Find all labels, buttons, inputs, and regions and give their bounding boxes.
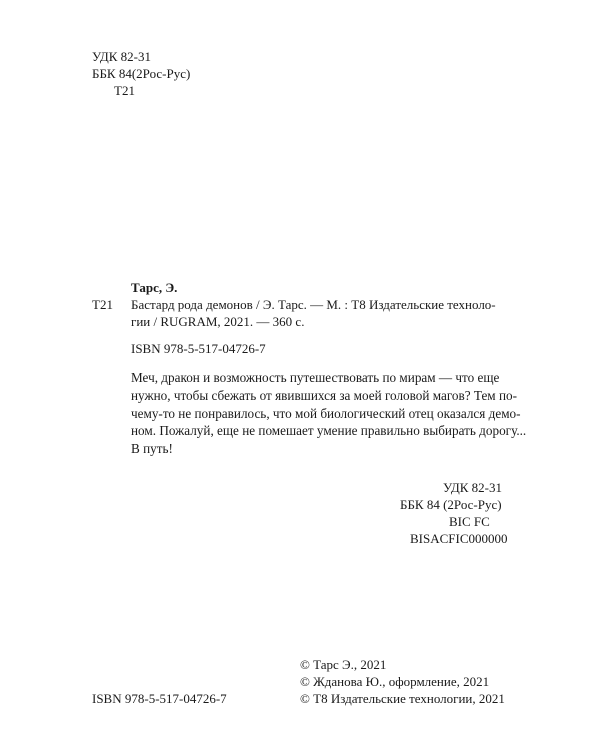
top-bbk: ББК 84(2Рос-Рус): [92, 66, 191, 81]
class-bbk: ББК 84 (2Рос-Рус): [400, 497, 502, 512]
copyright-author: © Тарс Э., 2021: [300, 657, 387, 672]
annotation-line: чему-то не понравилось, что мой биологический отец оказался демо-: [131, 405, 521, 421]
class-udk: УДК 82-31: [443, 480, 503, 495]
author-name: Тарс, Э.: [131, 280, 178, 295]
top-author-mark: Т21: [114, 83, 135, 98]
class-bic: BIC FC: [449, 514, 490, 529]
annotation-line: ном. Пожалуй, еще не помешает умение правильно выбирать дорогу...: [131, 423, 527, 439]
copyright-design: © Жданова Ю., оформление, 2021: [300, 674, 490, 689]
bibliographic-line-1: Бастард рода демонов / Э. Тарс. — М. : Т8 Издательские техноло-: [131, 297, 496, 312]
annotation-line: Меч, дракон и возможность путешествовать по мирам — что еще: [131, 370, 500, 385]
footer-isbn: ISBN 978-5-517-04726-7: [92, 691, 227, 706]
card-author-mark: Т21: [92, 297, 113, 312]
annotation-line: В путь!: [131, 441, 173, 457]
annotation: [131, 369, 527, 458]
bibliographic-line-2: гии / RUGRAM, 2021. — 360 с.: [131, 314, 305, 329]
annotation-line: нужно, чтобы сбежать от явившихся за моей головой магов? Тем по-: [131, 387, 517, 403]
class-bisac: BISACFIC000000: [410, 531, 508, 546]
copyright-publisher: © Т8 Издательские технологии, 2021: [300, 691, 505, 706]
card-isbn: ISBN 978-5-517-04726-7: [131, 341, 266, 356]
top-udk: УДК 82-31: [92, 49, 152, 64]
